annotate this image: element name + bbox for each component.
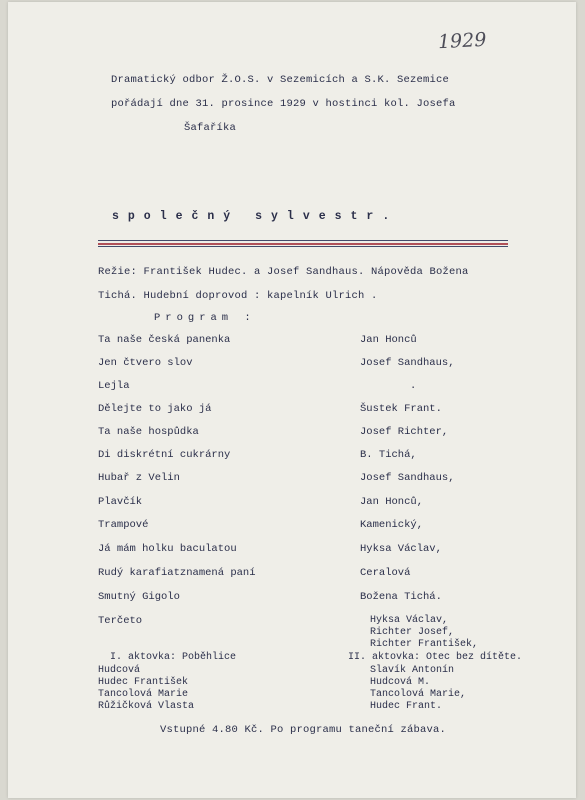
song-performer: Hyksa Václav,: [360, 543, 442, 555]
title-underline-bottom: [98, 246, 508, 247]
song-title: Trampové: [98, 519, 149, 531]
song-performer: Josef Sandhaus,: [360, 472, 455, 484]
song-title: Dělejte to jako já: [98, 403, 212, 415]
song-performer: Hyksa Václav,: [370, 615, 449, 626]
song-performer: Božena Tichá.: [360, 591, 442, 603]
song-performer: B. Tichá,: [360, 449, 417, 461]
program-row: [8, 357, 576, 371]
song-title: Já mám holku baculatou: [98, 543, 237, 555]
song-performer: Jan Honců: [360, 334, 417, 346]
program-row: [8, 426, 576, 440]
cast-member: Růžičková Vlasta: [98, 701, 195, 712]
song-performer: Richter František,: [370, 639, 479, 650]
song-title: Jen čtvero slov: [98, 357, 193, 369]
handwritten-year: 1929: [437, 28, 487, 54]
header-line-3: Šafaříka: [184, 122, 237, 134]
act-one-heading: I. aktovka: Poběhlice: [110, 652, 237, 663]
title-underline-top: [98, 240, 508, 241]
terceto-row: [8, 615, 576, 629]
cast-member: Slavík Antonín: [370, 665, 455, 676]
credits-line-2: Tichá. Hudební doprovod : kapelník Ulrich .: [98, 290, 378, 302]
song-title: Ta naše hospůdka: [98, 426, 199, 438]
song-title: Hubař z Velin: [98, 472, 180, 484]
song-title: Terčeto: [98, 615, 143, 627]
credits-line-1: Režie: František Hudec. a Josef Sandhaus. Nápověda Božena: [98, 266, 469, 278]
program-row: [8, 496, 576, 510]
cast-member: Hudec Frant.: [370, 701, 443, 712]
act-two-heading: II. aktovka: Otec bez dítěte.: [348, 652, 523, 663]
footer-admission: Vstupné 4.80 Kč. Po programu taneční zábava.: [160, 724, 447, 736]
program-row: [8, 380, 576, 394]
header-line-2: pořádají dne 31. prosince 1929 v hostinci kol. Josefa: [111, 98, 456, 110]
song-performer: Šustek Frant.: [360, 403, 442, 415]
cast-member: Hudec František: [98, 677, 189, 688]
program-row: [8, 472, 576, 486]
program-row: [8, 591, 576, 605]
act-two: [348, 652, 522, 713]
program-row: [8, 334, 576, 348]
title-underline-red: [98, 243, 508, 245]
header-line-1: Dramatický odbor Ž.O.S. v Sezemicích a S.K. Sezemice: [111, 74, 450, 86]
act-one: [98, 652, 236, 713]
song-performer: Ceralová: [360, 567, 411, 579]
song-title: Rudý karafiatznamená paní: [98, 567, 256, 579]
document-page: [8, 2, 576, 798]
song-title: Ta naše česká panenka: [98, 334, 231, 346]
cast-member: Tancolová Marie: [98, 689, 189, 700]
program-row: [8, 519, 576, 533]
song-title: Di diskrétní cukrárny: [98, 449, 231, 461]
song-performer: Jan Honců,: [360, 496, 424, 508]
song-title: Smutný Gigolo: [98, 591, 180, 603]
song-performer: Kamenický,: [360, 519, 424, 531]
program-row: [8, 567, 576, 581]
program-row: [8, 403, 576, 417]
cast-member: Tancolová Marie,: [370, 689, 467, 700]
song-performer: .: [410, 380, 417, 392]
song-performer: Josef Richter,: [360, 426, 449, 438]
terceto-performers: [370, 615, 478, 651]
song-performer: Josef Sandhaus,: [360, 357, 455, 369]
program-row: [8, 449, 576, 463]
cast-member: Hudcová: [98, 665, 141, 676]
program-heading: Program :: [154, 312, 256, 324]
song-title: Lejla: [98, 380, 130, 392]
song-title: Plavčík: [98, 496, 143, 508]
song-performer: Richter Josef,: [370, 627, 455, 638]
program-row: [8, 543, 576, 557]
cast-member: Hudcová M.: [370, 677, 431, 688]
event-title: společný sylvestr.: [112, 210, 399, 223]
